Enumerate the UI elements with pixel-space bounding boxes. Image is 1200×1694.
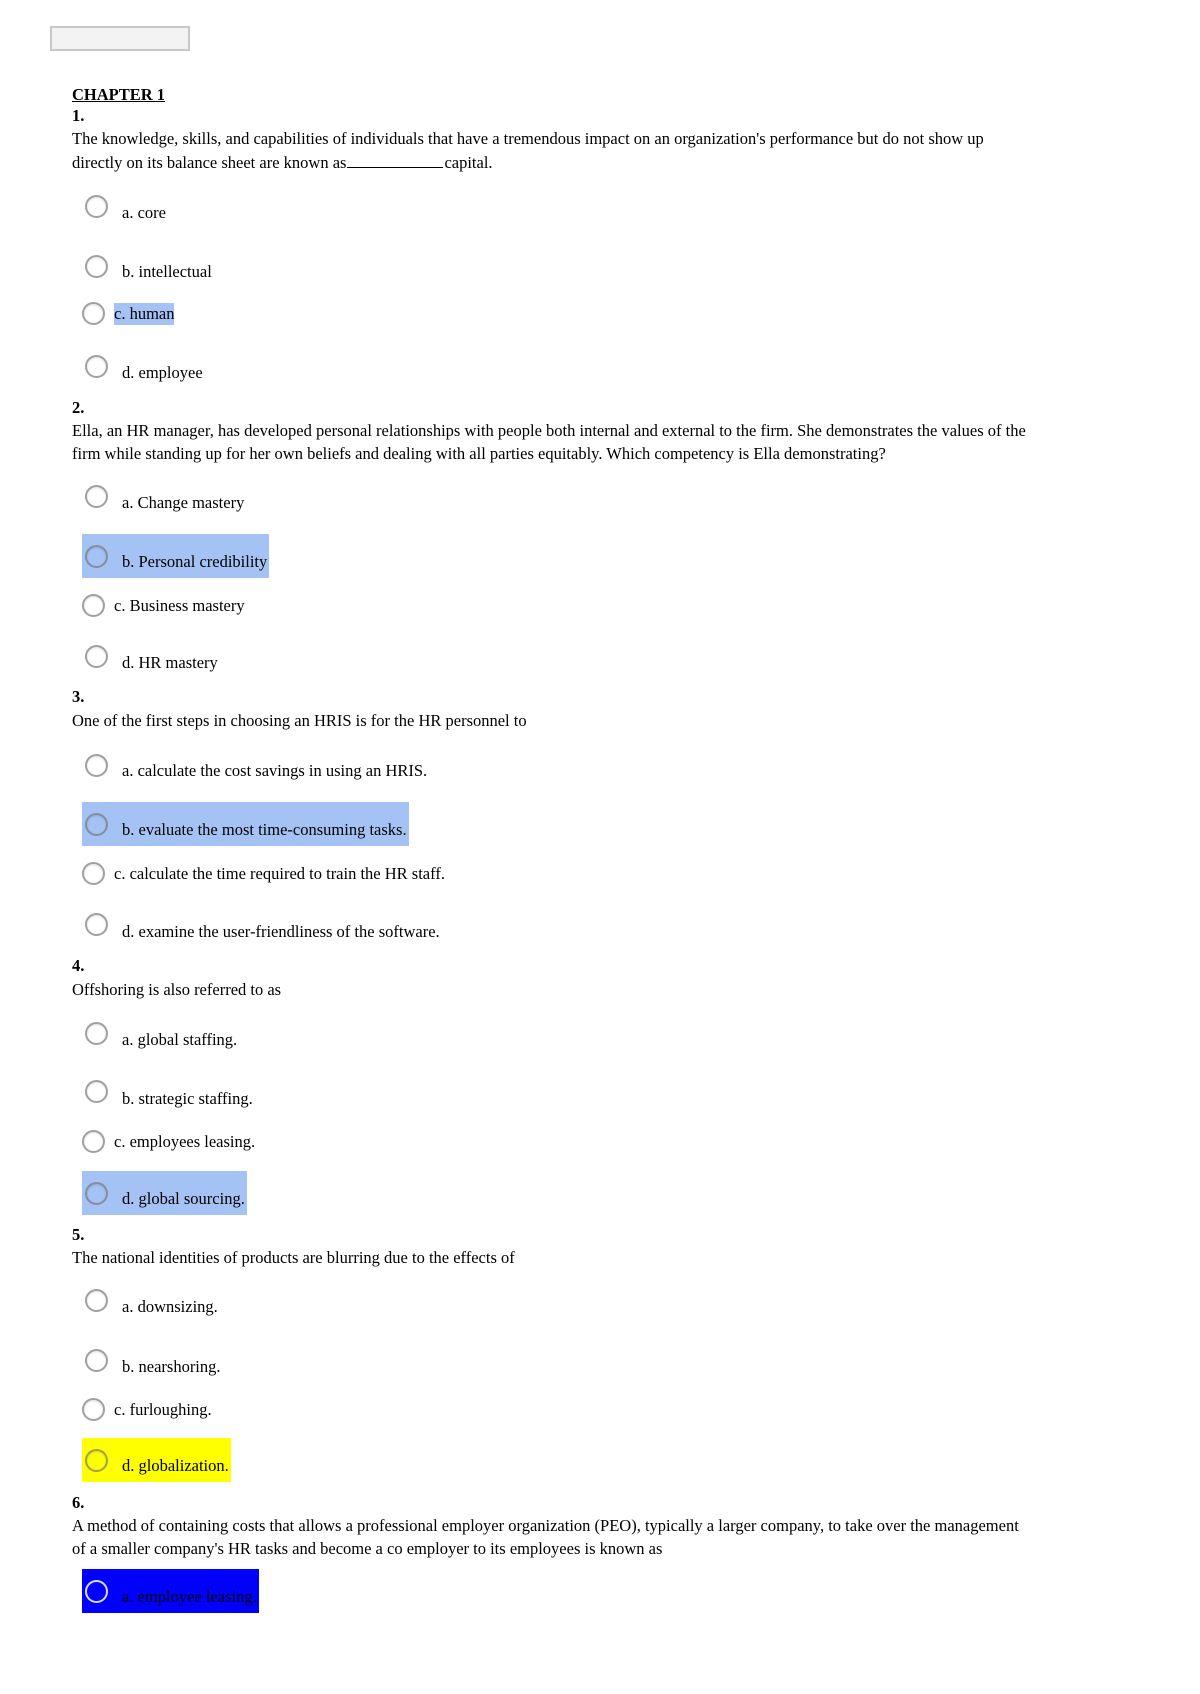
option-label: b. evaluate the most time-consuming tasks. xyxy=(122,820,407,839)
radio-button-icon[interactable] xyxy=(85,1289,108,1312)
question-number: 1. xyxy=(72,106,85,125)
option-label: a. core xyxy=(122,203,166,222)
option-label: c. furloughing. xyxy=(114,1400,212,1419)
option-label: a. Change mastery xyxy=(122,493,245,512)
radio-button-icon[interactable] xyxy=(85,754,108,777)
question-stem-line: One of the first steps in choosing an HRIS is for the HR personnel to xyxy=(72,711,527,730)
option-label: c. calculate the time required to train the HR staff. xyxy=(114,864,445,883)
radio-button-icon[interactable] xyxy=(85,255,108,278)
question-stem-text: directly on its balance sheet are known as xyxy=(72,153,347,172)
option-label: d. HR mastery xyxy=(122,653,218,672)
question-number: 5. xyxy=(72,1225,85,1244)
radio-button-icon[interactable] xyxy=(82,1398,105,1421)
radio-button-icon[interactable] xyxy=(85,645,108,668)
question-stem-line: firm while standing up for her own beliefs and dealing with all parties equitably. Which competency is Ella demonstrating? xyxy=(72,444,886,463)
question-number: 2. xyxy=(72,398,85,417)
radio-button-icon[interactable] xyxy=(82,594,105,617)
option-label: a. calculate the cost savings in using an HRIS. xyxy=(122,761,428,780)
option-label: b. strategic staffing. xyxy=(122,1089,253,1108)
radio-button-icon[interactable] xyxy=(85,485,108,508)
option-label: d. global sourcing. xyxy=(122,1189,245,1208)
question-stem-line: Offshoring is also referred to as xyxy=(72,980,282,999)
option-label: c. Business mastery xyxy=(114,596,245,615)
option-label: c. employees leasing. xyxy=(114,1132,256,1151)
question-stem-line xyxy=(72,152,493,174)
radio-button-icon[interactable] xyxy=(82,862,105,885)
question-stem-line: Ella, an HR manager, has developed personal relationships with people both internal and external to the firm. She demonstrates the values of the xyxy=(72,421,1026,440)
question-stem-line: The national identities of products are blurring due to the effects of xyxy=(72,1248,515,1267)
radio-button-icon[interactable] xyxy=(85,1022,108,1045)
option-label: b. nearshoring. xyxy=(122,1357,221,1376)
chapter-title: CHAPTER 1 xyxy=(72,85,166,104)
option-label: d. employee xyxy=(122,363,203,382)
question-stem-line: A method of containing costs that allows a professional employer organization (PEO), typically a larger company, to take over the management xyxy=(72,1516,1019,1535)
radio-button-icon[interactable] xyxy=(82,1130,105,1153)
radio-button-icon[interactable] xyxy=(85,1349,108,1372)
radio-button-icon[interactable] xyxy=(85,1580,108,1603)
radio-button-icon[interactable] xyxy=(85,913,108,936)
question-number: 3. xyxy=(72,687,85,706)
option-a-highlighted[interactable] xyxy=(82,1569,259,1613)
radio-button-icon[interactable] xyxy=(85,1182,108,1205)
radio-button-icon[interactable] xyxy=(85,545,108,568)
question-number: 4. xyxy=(72,956,85,975)
question-number: 6. xyxy=(72,1493,85,1512)
option-b-highlighted[interactable] xyxy=(82,802,409,846)
radio-button-icon[interactable] xyxy=(85,1080,108,1103)
radio-button-icon[interactable] xyxy=(85,1449,108,1472)
option-b-highlighted[interactable] xyxy=(82,534,269,578)
radio-button-icon[interactable] xyxy=(85,195,108,218)
radio-button-icon[interactable] xyxy=(85,355,108,378)
option-label-highlighted: c. human xyxy=(114,304,175,323)
option-label: d. examine the user-friendliness of the software. xyxy=(122,922,440,941)
top-input-box[interactable] xyxy=(50,26,190,51)
option-label: a. downsizing. xyxy=(122,1297,218,1316)
option-d-highlighted[interactable] xyxy=(82,1438,231,1482)
answer-blank xyxy=(347,153,443,168)
option-label: b. Personal credibility xyxy=(122,552,268,571)
option-label: d. globalization. xyxy=(122,1456,229,1475)
option-label: a. global staffing. xyxy=(122,1030,238,1049)
question-stem-line: The knowledge, skills, and capabilities of individuals that have a tremendous impact on an organization's performance but do not show up xyxy=(72,129,984,148)
radio-button-icon[interactable] xyxy=(82,302,105,325)
question-stem-line: of a smaller company's HR tasks and become a co employer to its employees is known as xyxy=(72,1539,663,1558)
radio-button-icon[interactable] xyxy=(85,813,108,836)
option-d-highlighted[interactable] xyxy=(82,1171,247,1215)
option-label: a. employee leasing. xyxy=(122,1587,257,1606)
option-label: b. intellectual xyxy=(122,262,212,281)
question-stem-tail: capital. xyxy=(444,153,493,172)
